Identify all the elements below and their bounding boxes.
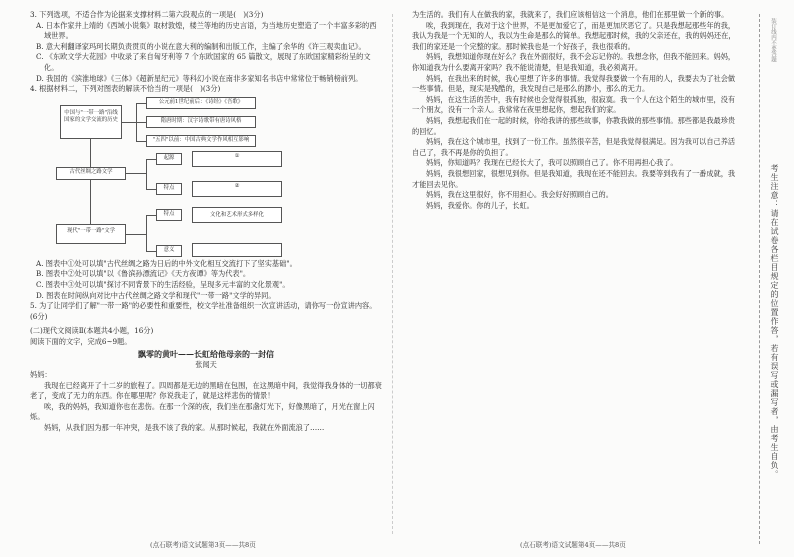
essay-paragraph: 妈妈，我爱你。你的儿子，长虹。 — [426, 200, 534, 210]
diagram-connector — [126, 173, 146, 174]
diagram-connector — [146, 215, 156, 216]
diagram-period-3: "五四"以前：中国古典文学作风相互影响 — [146, 135, 256, 147]
essay-paragraph: 妈妈，我想起我们在一起的时候，你给我讲的那些故事，你教我做的那些事情。那些都是我最珍贵的回忆。 — [412, 115, 736, 136]
diagram-origin: 起源 — [156, 153, 182, 165]
candidate-notice: 考生注意：请在试卷各栏目规定的位置作答，若有误写或漏写者，由考生自负。 — [770, 164, 779, 479]
reading-instruction: 阅读下面的文字，完成6~9题。 — [30, 336, 132, 346]
essay-title: 飘零的黄叶——长虹给他母亲的一封信 — [138, 348, 274, 359]
q4-stem: 4. 根据材料二，下列对图表的解读不恰当的一项是( )(3分) — [30, 84, 221, 94]
q3-option-b: B. 意大利翻译家玛珂长期负责贯页的小说在意大利的编制和出版工作，主编了余华的《许三观卖血记》。 — [36, 41, 366, 51]
diagram-connector — [126, 234, 146, 235]
binding-margin — [757, 14, 787, 544]
diagram-period-2: 隋唐时期：汉字诗歌带有唐诗风格 — [146, 116, 256, 128]
diagram-blank-3 — [192, 243, 282, 257]
essay-paragraph: 妈妈，我很想回家，很想见到你。但是我知道，我现在还不能回去。我要等到我有了一番成就，我才能回去见你。 — [412, 168, 736, 189]
diagram-feature-ancient: 特点 — [156, 183, 182, 195]
diagram-history-box: 中国与"一带一路"沿线国家的文学交流的历史 — [60, 105, 122, 139]
blank-2-number: ② — [234, 182, 240, 189]
essay-paragraph: 妈妈，从我们因为那一年冲突，是我不该了我的家。从那时候起，我就在外面流浪了…… — [44, 423, 325, 433]
diagram-ancient-silk-road: 古代丝绸之路文学 — [56, 167, 126, 180]
diagram-connector — [90, 180, 91, 224]
q4-option-d: D. 图表在时间纵向对比中古代丝绸之路文学和现代"一带一路"文学的异同。 — [36, 290, 276, 300]
essay-paragraph: 我现在已经离开了十二岁的旅程了。四周都是无边的黑暗在包围，在这黑暗中间，我觉得我身体的一切都衰老了，变成了无力的东西。你在哪里呢？你说我走了，就是这样悲伤的情景！ — [30, 380, 382, 401]
diagram-period-1: 公元前1世纪前后：《诗经》《吾歌》 — [146, 97, 256, 109]
diagram-feature-modern: 特点 — [156, 209, 182, 221]
diagram-meaning: 意义 — [156, 245, 182, 257]
diagram-connector — [146, 159, 156, 160]
q4-option-c: C. 图表中③处可以填"探讨不同背景下的生活经验，呈现多元丰富的文化景观"。 — [36, 279, 290, 289]
essay-paragraph: 妈妈，在我出来的时候，我心里想了许多的事情。我觉得我要做一个有用的人，我要去为了社会做一些事情。但是，现实是残酷的，我发现自己是那么的渺小，那么的无力。 — [412, 73, 736, 94]
q3-option-d: D. 我国的《滨淮地球》《三体》《超新星纪元》等科幻小说在南非多家知名书店中常常位于畅销榜前列。 — [36, 73, 363, 83]
essay-paragraph: 妈妈，我在这里很好，你不用担心。我会好好照顾自己的。 — [426, 190, 613, 200]
diagram-connector — [146, 251, 156, 252]
binding-dashed-line — [759, 14, 761, 544]
binding-note: 装订线内不要答题 — [770, 18, 776, 62]
essay-paragraph: 妈妈，你知道吗？我现在已经长大了，我可以照顾自己了。你不用再担心我了。 — [426, 158, 678, 168]
essay-author: 张闻天 — [195, 359, 217, 369]
q4-option-b: B. 图表中②处可以填"以《鲁滨孙漂流记》《天方夜谭》等为代表"。 — [36, 269, 251, 279]
page-footer-right: (点石联考)语文试题第4页——共8页 — [520, 541, 626, 549]
q3-stem: 3. 下列选项，不适合作为论据来支撑材料二第六段观点的一项是( )(3分) — [30, 10, 264, 19]
section-heading: (二)现代文阅读Ⅱ(本题共4小题，16分) — [30, 326, 154, 336]
essay-paragraph: 妈妈，在这生活的苦中，我有时候也会觉得很孤独，很寂寞。我一个人在这个陌生的城市里，没有一个朋友，没有一个亲人。我常常在夜里想起你，想起我们的家。 — [412, 94, 736, 115]
diagram-blank-1 — [192, 151, 282, 167]
essay-paragraph: 为生活的。我们有人在做我的家，我就来了，我们应该相信这一个消息，他们在那里做一个新的事。 — [412, 10, 729, 19]
blank-1-number: ① — [234, 152, 240, 159]
fold-line — [392, 14, 393, 534]
diagram-connector — [136, 141, 146, 142]
diagram-modern-belt-road: 现代"一带一路"文学 — [56, 224, 126, 244]
letter-salutation: 妈妈： — [30, 370, 52, 380]
diagram-connector — [122, 122, 136, 123]
essay-paragraph: 妈妈，我想知道你现在好么？我在外面很好，我不会忘记你的。我想念你，但我不能回来。妈妈，你知道我为什么要离开家吗？我不能说清楚，但是我知道，我必须离开。 — [412, 52, 736, 72]
q4-option-a: A. 图表中①处可以填"古代丝绸之路为日后的中外文化相互交流打下了坚实基础"。 — [36, 258, 297, 268]
q5-stem: 5. 为了让同学们了解"一带一路"的必要性和重要性，校文学社准备组织一次宣讲活动，请你写一份宣讲内容。(6分) — [30, 301, 377, 321]
right-page — [412, 10, 740, 211]
essay-paragraph: 唉，我到现在，我对于这个世界，不是更加爱它了，而是更加厌恶它了。只是我想起那些年的我，我认为我是一个无知的人，我以为生命是那么的简单。我想起那时候，我的父亲还在，我的妈妈还在，我们的家还是一个完整的家。那时候我也是一个好孩子，我也很乖的。 — [412, 20, 736, 51]
diagram-connector — [136, 103, 146, 104]
diagram-connector — [136, 122, 146, 123]
q3-option-c: C. 《东欧文学大花园》中收录了来自匈牙利等 7 个东欧国家的 65 篇散文，展现了东欧国家精彩纷呈的文化。 — [36, 52, 371, 72]
left-page — [30, 10, 382, 434]
diagram-connector — [146, 189, 156, 190]
essay-paragraph: 妈妈，我在这个城市里，找到了一份工作。虽然很辛苦，但是我觉得很满足。因为我可以自己养活自己了，我不再是你的负担了。 — [412, 137, 736, 157]
diagram-connector — [90, 139, 91, 167]
page-footer-left: (点石联考)语文试题第3页——共8页 — [150, 541, 256, 549]
diagram-feature-value: 文化和艺术形式多样化 — [192, 207, 282, 223]
q4-diagram — [50, 97, 350, 257]
diagram-connector — [146, 159, 147, 189]
q3-option-a: A. 日本作家井上靖的《西域小说集》取材敦煌，楼兰等地的历史言语，为当地历史塑造了一个丰富多彩的西域世界。 — [36, 20, 377, 41]
diagram-blank-2 — [192, 181, 282, 197]
diagram-connector — [146, 215, 147, 251]
essay-paragraph: 唉，我的妈妈，我知道你也在悲伤。在那一个深的夜，我们坐在那盏灯光下，好像黑暗了，月光在窗上闪烁。 — [30, 401, 375, 422]
